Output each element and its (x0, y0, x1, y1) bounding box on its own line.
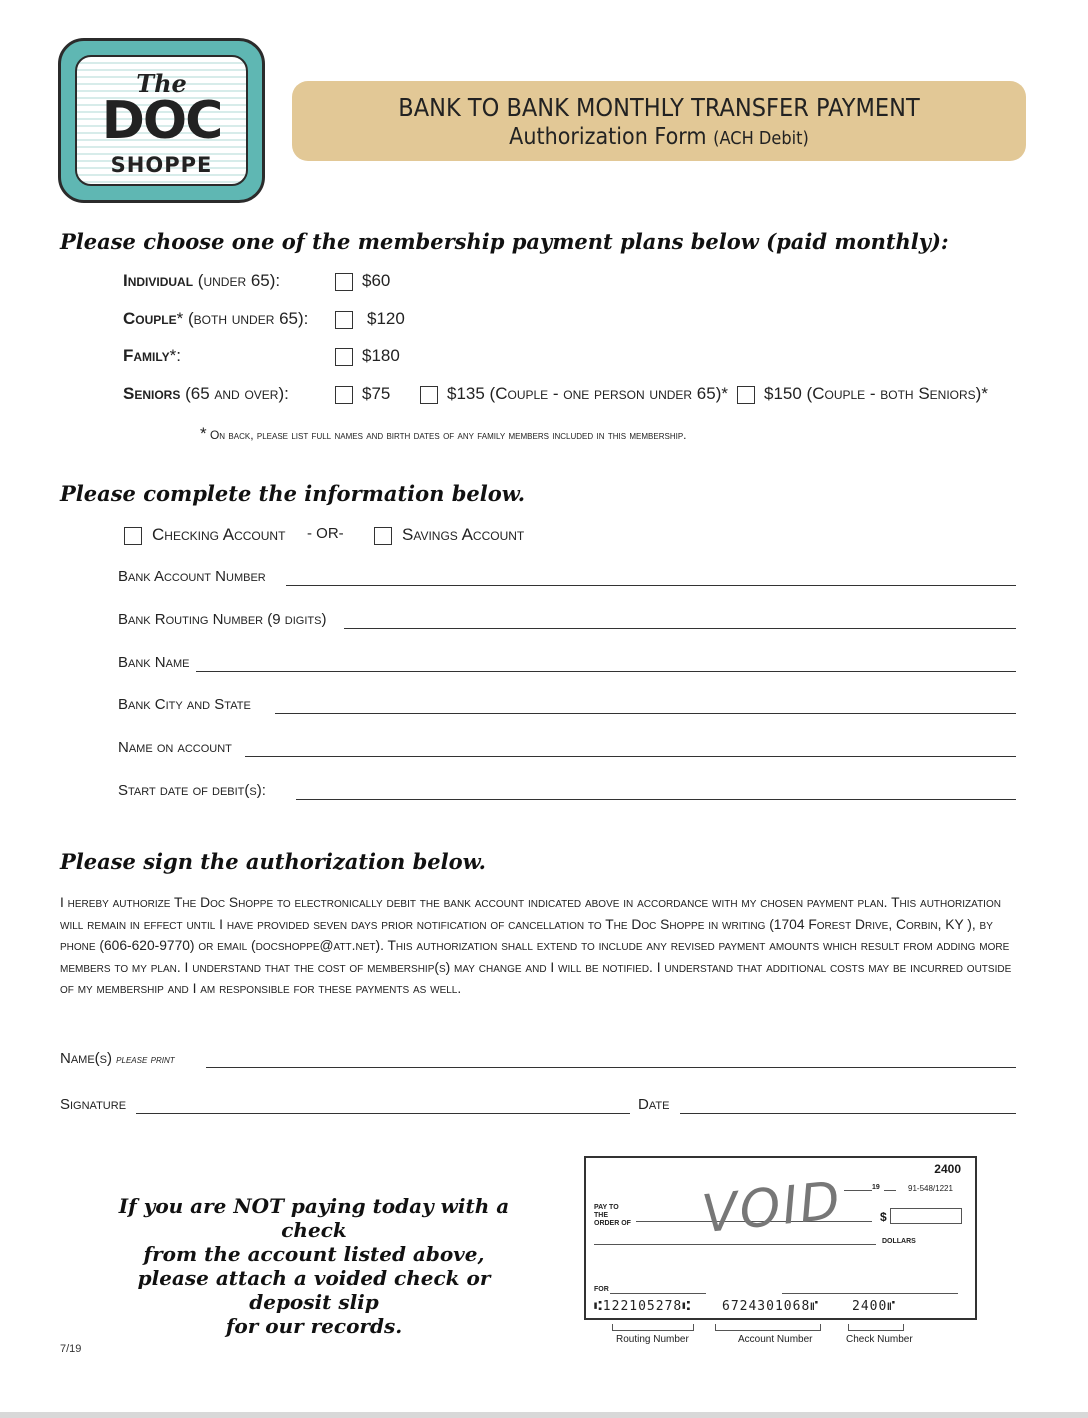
routing-number-caption: Routing Number (616, 1334, 689, 1345)
routing-number-label: Bank Routing Number (9 digits) (118, 611, 327, 628)
check-memo-line (610, 1293, 706, 1294)
logo-screen (75, 55, 248, 186)
check-number: 2400 (934, 1162, 961, 1176)
check-date-line (844, 1190, 872, 1191)
auth-heading: Please sign the authorization below. (60, 849, 486, 874)
check-signature-line (782, 1293, 958, 1294)
plan-individual-checkbox[interactable] (335, 273, 353, 291)
form-subtitle-sub: (ACH Debit) (713, 128, 809, 149)
names-label: Name(s) please print (60, 1050, 175, 1067)
authorization-text: I hereby authorize The Doc Shoppe to electronically debit the bank account indicated above in accordance with my chosen payment plan. This authorization will remain in effect until I have provided seven days prior notification of cancellation to The Doc Shoppe in writing (1704 Forest Drive, Corbin, KY ), by phone (606-620-9770) or email (docshoppe@att.net). This authorization shall extend to include any revised payment amounts which result from adding more members to my plan. I understand that the cost of membership(s) may change and I will be notified. I understand that additional costs may be incurred outside of my membership and I am responsible for these payments as well. (60, 895, 1012, 997)
signature-field[interactable] (136, 1113, 630, 1114)
plan-couple-label: Couple* (both under 65): (123, 309, 309, 328)
doc-shoppe-logo (58, 38, 265, 203)
check-micr-account: 6724301068⑈ (722, 1299, 820, 1314)
plan-individual-price: $60 (362, 271, 391, 290)
plan-family-price: $180 (362, 346, 400, 365)
plan-seniors-75-price: $75 (362, 384, 391, 403)
plan-seniors-135-checkbox[interactable] (420, 386, 438, 404)
check-amount-box (890, 1208, 962, 1224)
check-void-stamp: VOID (699, 1170, 845, 1246)
account-number-caption: Account Number (738, 1334, 813, 1345)
voided-check-note: If you are NOT paying today with a check from the account listed above, please attach a voided check or deposit slip for our records. (118, 1194, 510, 1338)
check-amount-words-line (594, 1244, 876, 1245)
check-dollars-label: DOLLARS (882, 1238, 916, 1245)
city-state-label: Bank City and State (118, 696, 251, 713)
signature-label: Signature (60, 1096, 127, 1113)
plan-seniors-150-price: $150 (Couple - both Seniors)* (764, 384, 988, 403)
savings-account-label: Savings Account (402, 525, 525, 544)
page-bottom-edge (0, 1412, 1088, 1418)
check-for-label: FOR (594, 1286, 609, 1293)
logo-doc: DOC (101, 91, 222, 151)
bank-name-label: Bank Name (118, 654, 190, 671)
name-on-account-field[interactable] (245, 756, 1016, 757)
start-date-field[interactable] (296, 799, 1016, 800)
account-number-label: Bank Account Number (118, 568, 266, 585)
checking-account-label: Checking Account (152, 525, 286, 544)
plan-seniors-75-checkbox[interactable] (335, 386, 353, 404)
savings-account-checkbox[interactable] (374, 527, 392, 545)
plans-heading: Please choose one of the membership payment plans below (paid monthly): (60, 229, 949, 254)
date-label: Date (638, 1096, 670, 1113)
routing-bracket (612, 1324, 694, 1331)
plan-couple-checkbox[interactable] (335, 311, 353, 329)
start-date-label: Start date of debit(s): (118, 782, 266, 799)
checking-account-checkbox[interactable] (124, 527, 142, 545)
plan-family-label: Family*: (123, 346, 181, 365)
form-subtitle-main: Authorization Form (509, 124, 707, 150)
check-micr-check: 2400⑈ (852, 1299, 897, 1314)
bank-name-field[interactable] (196, 671, 1016, 672)
plan-seniors-150-checkbox[interactable] (737, 386, 755, 404)
plans-footnote: * On back, please list full names and birth dates of any family members included in this membership. (200, 424, 687, 443)
check-dollar-sign: $ (880, 1210, 887, 1224)
info-heading: Please complete the information below. (60, 481, 526, 506)
form-title: BANK TO BANK MONTHLY TRANSFER PAYMENT (398, 93, 920, 122)
account-bracket (715, 1324, 821, 1331)
plan-seniors-135-price: $135 (Couple - one person under 65)* (447, 384, 728, 403)
check-micr-routing: ⑆122105278⑆ (594, 1299, 692, 1314)
logo-shoppe: SHOPPE (110, 153, 213, 177)
check-year-line (884, 1190, 896, 1191)
check-bracket (848, 1324, 904, 1331)
form-subtitle (329, 124, 990, 150)
names-field[interactable] (206, 1067, 1016, 1068)
plan-couple-price: $120 (367, 309, 405, 328)
check-fraction: 91-548/1221 (908, 1184, 953, 1193)
check-number-caption: Check Number (846, 1334, 913, 1345)
name-on-account-label: Name on account (118, 739, 232, 756)
revision-date: 7/19 (60, 1343, 82, 1355)
sample-void-check (584, 1156, 977, 1320)
logo-the: The (136, 69, 187, 98)
date-field[interactable] (680, 1113, 1016, 1114)
plan-family-checkbox[interactable] (335, 348, 353, 366)
city-state-field[interactable] (275, 713, 1016, 714)
check-year-prefix: 19 (872, 1184, 880, 1191)
plan-seniors-label: Seniors (65 and over): (123, 384, 289, 403)
or-separator: - OR- (307, 525, 344, 542)
routing-number-field[interactable] (344, 628, 1016, 629)
plan-individual-label: Individual (under 65): (123, 271, 281, 290)
account-number-field[interactable] (286, 585, 1016, 586)
title-banner (292, 81, 1026, 161)
check-pay-to: PAY TO THE ORDER OF (594, 1204, 631, 1227)
